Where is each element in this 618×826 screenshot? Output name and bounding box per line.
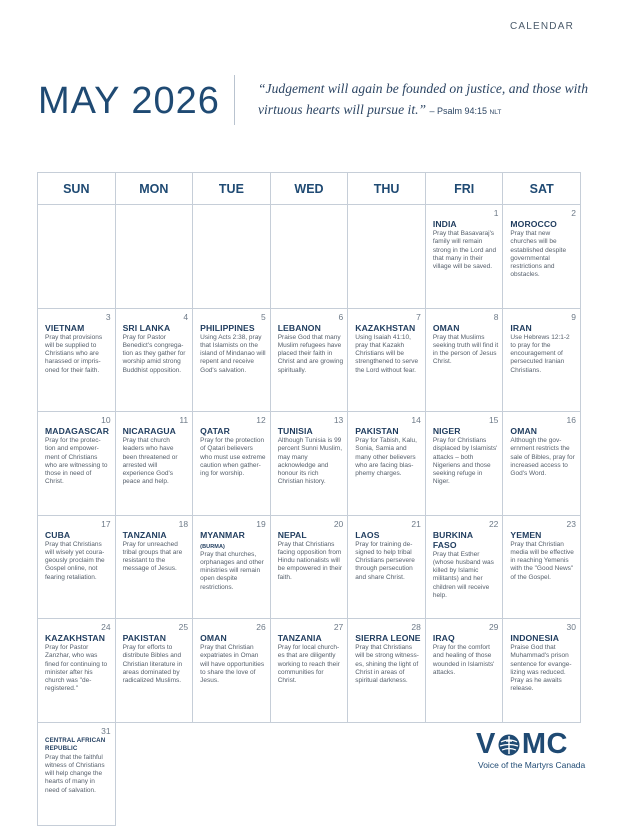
empty-cell: [271, 723, 349, 826]
day-number: 23: [567, 519, 576, 529]
day-cell: [38, 516, 116, 620]
blank-cell: [271, 205, 349, 309]
quote-reference: – Psalm 94:15 NLT: [429, 106, 501, 116]
weekday-mon: MON: [116, 173, 194, 204]
day-cell: [503, 619, 581, 723]
country-name: TUNISIA: [278, 426, 344, 436]
day-cell: [426, 619, 504, 723]
prayer-text: Pray that new churches will be established despite governmental restrictions and obstacles.: [510, 230, 576, 280]
country-name: CENTRAL AFRICAN REPUBLIC: [45, 737, 111, 753]
weekday-tue: TUE: [193, 173, 271, 204]
day-cell: [348, 619, 426, 723]
day-cell: [193, 412, 271, 516]
day-number: 1: [494, 208, 499, 218]
day-cell: [38, 309, 116, 413]
prayer-text: Pray for the comfort and healing of those wounded in Islamists' attacks.: [433, 644, 499, 677]
country-name: NIGER: [433, 426, 499, 436]
blank-cell: [348, 205, 426, 309]
day-number: 24: [101, 622, 110, 632]
day-number: 11: [179, 415, 188, 425]
prayer-text: Pray for Pastor Zanzhar, who was fined for continuing to minister after his church was "de-registered.": [45, 644, 111, 694]
prayer-text: Pray for local church-es that are diligently working to reach their communities for Christ.: [278, 644, 344, 685]
day-number: 17: [101, 519, 110, 529]
day-number: 18: [179, 519, 188, 529]
country-name: PAKISTAN: [355, 426, 421, 436]
scripture-quote: [258, 78, 588, 123]
country-name: VIETNAM: [45, 323, 111, 333]
prayer-text: Pray for training de-signed to help tribal Christians persevere through persecution and share Christ.: [355, 541, 421, 582]
section-label: CALENDAR: [510, 21, 574, 32]
day-cell: [193, 619, 271, 723]
country-name: MADAGASCAR: [45, 426, 111, 436]
day-number: 27: [334, 622, 343, 632]
country-name: TANZANIA: [278, 633, 344, 643]
day-cell: [503, 309, 581, 413]
weekday-header: [37, 172, 581, 205]
country-name: QATAR: [200, 426, 266, 436]
country-name: PAKISTAN: [123, 633, 189, 643]
country-name: SIERRA LEONE: [355, 633, 421, 643]
prayer-text: Pray that Christians will be strong witness-es, shining the light of Christ in areas of spiritual darkness.: [355, 644, 421, 685]
prayer-text: Pray for unreached tribal groups that are resistant to the message of Jesus.: [123, 541, 189, 574]
weekday-sun: SUN: [38, 173, 116, 204]
blank-cell: [116, 205, 194, 309]
country-name: IRAQ: [433, 633, 499, 643]
day-number: 28: [411, 622, 420, 632]
day-cell: [426, 516, 504, 620]
prayer-text: Pray that church leaders who have been threatened or arrested will experience God's peace and help.: [123, 437, 189, 487]
day-number: 29: [489, 622, 498, 632]
day-number: 2: [571, 208, 576, 218]
country-name: BURKINA FASO: [433, 530, 499, 550]
day-number: 25: [179, 622, 188, 632]
logo-wordmark: V MC: [476, 728, 596, 761]
country-name: SRI LANKA: [123, 323, 189, 333]
day-number: 13: [334, 415, 343, 425]
day-cell: [271, 516, 349, 620]
day-number: 3: [106, 312, 111, 322]
country-name: KAZAKHSTAN: [45, 633, 111, 643]
month-title: MAY 2026: [38, 80, 220, 123]
country-name: NEPAL: [278, 530, 344, 540]
day-cell: [426, 205, 504, 309]
day-cell: [193, 516, 271, 620]
prayer-text: Pray for Pastor Benedict's congrega-tion as they gather for worship amid strong Buddhist opposition.: [123, 334, 189, 375]
country-name: INDIA: [433, 219, 499, 229]
prayer-text: Pray that Muslims seeking truth will find it in the person of Jesus Christ.: [433, 334, 499, 367]
logo-tagline: Voice of the Martyrs Canada: [478, 760, 596, 770]
empty-cell: [193, 723, 271, 826]
empty-cell: [116, 723, 194, 826]
country-name: MYANMAR (BURMA): [200, 530, 266, 550]
quote-text: “Judgement will again be founded on justice, and those with virtuous hearts will pursue it.”: [258, 81, 588, 117]
country-subname: (BURMA): [200, 544, 225, 550]
country-name: CUBA: [45, 530, 111, 540]
country-name: OMAN: [510, 426, 576, 436]
day-number: 16: [567, 415, 576, 425]
day-cell: [503, 412, 581, 516]
day-cell: [426, 412, 504, 516]
country-name: IRAN: [510, 323, 576, 333]
day-number: 4: [183, 312, 188, 322]
day-cell: [271, 309, 349, 413]
prayer-text: Pray that the faithful witness of Christians will help change the hearts of many in need of salvation.: [45, 754, 111, 795]
globe-icon: [497, 733, 521, 757]
prayer-text: Pray that Christians facing opposition from Hindu nationalists will be empowered in their faith.: [278, 541, 344, 582]
day-cell: [348, 412, 426, 516]
day-number: 9: [571, 312, 576, 322]
prayer-text: Pray for the protec-tion and empower-ment of Christians who are witnessing to those in need of Christ.: [45, 437, 111, 487]
day-number: 15: [489, 415, 498, 425]
day-cell: [38, 723, 116, 826]
day-number: 6: [339, 312, 344, 322]
blank-cell: [193, 205, 271, 309]
day-cell: [348, 516, 426, 620]
day-cell: [116, 309, 194, 413]
country-name: INDONESIA: [510, 633, 576, 643]
day-cell: [503, 205, 581, 309]
day-cell: [271, 412, 349, 516]
prayer-text: Using Acts 2:38, pray that Islamists on the island of Mindanao will repent and receive God's salvation.: [200, 334, 266, 375]
day-number: 26: [256, 622, 265, 632]
day-number: 20: [334, 519, 343, 529]
quote-version: NLT: [490, 109, 502, 116]
weekday-sat: SAT: [503, 173, 581, 204]
day-number: 7: [416, 312, 421, 322]
day-number: 22: [489, 519, 498, 529]
country-name: OMAN: [433, 323, 499, 333]
country-name: MOROCCO: [510, 219, 576, 229]
prayer-text: Pray that Christians will wisely yet coura-geously proclaim the Gospel online, not fearing retaliation.: [45, 541, 111, 582]
prayer-text: Pray for the protection of Qatari believers who must use extreme caution when gather-ing for worship.: [200, 437, 266, 478]
day-cell: [116, 619, 194, 723]
prayer-text: Praise God that Muhammad's prison sentence for evange-lizing was reduced. Pray as he awaits release.: [510, 644, 576, 694]
title-divider: [234, 75, 235, 125]
prayer-text: Praise God that many Muslim refugees have placed their faith in Christ and are growing spiritually.: [278, 334, 344, 375]
day-cell: [271, 619, 349, 723]
country-name: PHILIPPINES: [200, 323, 266, 333]
day-cell: [348, 309, 426, 413]
prayer-text: Use Hebrews 12:1-2 to pray for the encouragement of persecuted Iranian Christians.: [510, 334, 576, 375]
day-number: 21: [411, 519, 420, 529]
prayer-text: Pray that Esther (whose husband was killed by Islamic militants) and her children will receive help.: [433, 551, 499, 601]
day-cell: [38, 412, 116, 516]
prayer-text: Although the gov-ernment restricts the sale of Bibles, pray for increased access to God's Word.: [510, 437, 576, 478]
day-cell: [193, 309, 271, 413]
country-name: YEMEN: [510, 530, 576, 540]
day-cell: [503, 516, 581, 620]
prayer-text: Although Tunisia is 99 percent Sunni Muslim, may many acknowledge and honour its rich Christian history.: [278, 437, 344, 487]
weekday-fri: FRI: [426, 173, 504, 204]
prayer-text: Pray that Christian media will be effective in reaching Yemenis with the "Good News" of the Gospel.: [510, 541, 576, 582]
day-cell: [38, 619, 116, 723]
prayer-text: Pray for efforts to distribute Bibles and Christian literature in areas dominated by radicalized Muslims.: [123, 644, 189, 685]
country-name: TANZANIA: [123, 530, 189, 540]
day-number: 31: [101, 726, 110, 736]
day-number: 12: [256, 415, 265, 425]
day-number: 5: [261, 312, 266, 322]
day-number: 30: [567, 622, 576, 632]
prayer-text: Pray that provisions will be supplied to Christians who are harassed or impris-oned for their faith.: [45, 334, 111, 375]
prayer-text: Using Isaiah 41:10, pray that Kazakh Christians will be strengthened to serve the Lord without fear.: [355, 334, 421, 375]
prayer-text: Pray that Basavaraj's family will remain strong in the Lord and that many in their village will be saved.: [433, 230, 499, 271]
day-cell: [116, 516, 194, 620]
country-name: LAOS: [355, 530, 421, 540]
prayer-text: Pray that Christian expatriates in Oman will have opportunities to share the love of Jesus.: [200, 644, 266, 685]
prayer-text: Pray that churches, orphanages and other ministries will remain open despite restrictions.: [200, 551, 266, 592]
day-cell: [116, 412, 194, 516]
country-name: LEBANON: [278, 323, 344, 333]
day-number: 19: [256, 519, 265, 529]
day-number: 8: [494, 312, 499, 322]
country-name: NICARAGUA: [123, 426, 189, 436]
prayer-text: Pray for Christians displaced by Islamists' attacks – both Nigeriens and those seeking refuge in Niger.: [433, 437, 499, 487]
day-number: 10: [101, 415, 110, 425]
weekday-wed: WED: [271, 173, 349, 204]
empty-cell: [348, 723, 426, 826]
vomc-logo: [476, 728, 596, 770]
day-number: 14: [411, 415, 420, 425]
day-cell: [426, 309, 504, 413]
prayer-text: Pray for Tabish, Kalu, Sonia, Samia and many other believers who are facing blas-phemy charges.: [355, 437, 421, 478]
blank-cell: [38, 205, 116, 309]
weekday-thu: THU: [348, 173, 426, 204]
country-name: OMAN: [200, 633, 266, 643]
country-name: KAZAKHSTAN: [355, 323, 421, 333]
